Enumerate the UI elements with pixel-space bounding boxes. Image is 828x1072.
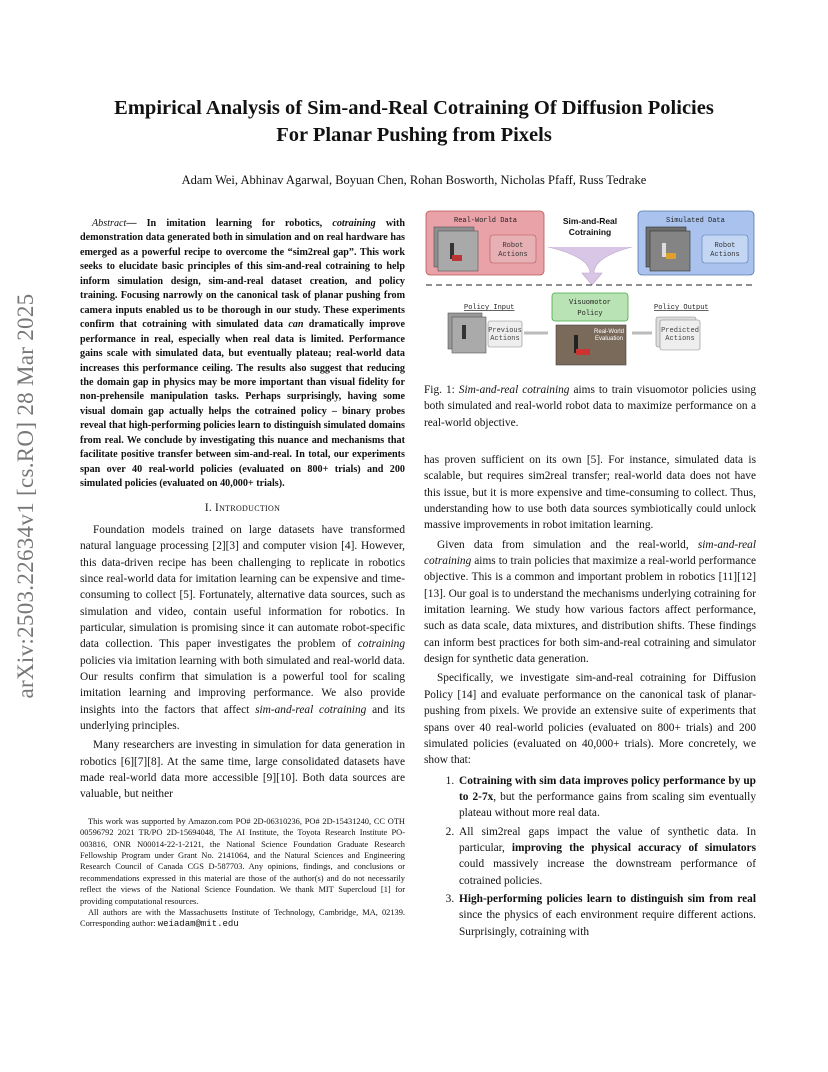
right-paragraph-2 bbox=[424, 537, 756, 668]
figure-1-caption bbox=[424, 382, 756, 431]
right-p2-b: aims to train policies that maximize a real-world performance objective. This is a common and important problem in robotics [11][12][13]. Our goal is to understand the mechanisms underlying cotraining for imitation learning. We study how various factors affect performance, such as data scale, data mixtures, and distribution shifts. These findings can inform best practices for both sim-and-real cotraining and simulator design for synthetic data generation. bbox=[424, 555, 756, 666]
intro-paragraph-1 bbox=[80, 522, 405, 734]
caption-text: aims to train visuomotor policies using both simulated and real-world robot data to maximize performance on a real-world objective. bbox=[424, 384, 756, 429]
input-robot-pusher bbox=[462, 325, 466, 339]
real-actions-label: Actions bbox=[498, 251, 528, 259]
footnote-rule bbox=[80, 803, 405, 816]
section-heading-introduction bbox=[80, 500, 405, 516]
predicted-label: Predicted bbox=[661, 327, 699, 335]
abstract-label: Abstract bbox=[92, 218, 127, 229]
evaluation-label: Evaluation bbox=[594, 336, 624, 342]
previous-label: Previous bbox=[488, 327, 522, 335]
contributions-list bbox=[424, 773, 756, 940]
intro-p1-b: policies via imitation learning with both simulated and real-world data. Our results confirm that simulation is a powerful tool for scaling imitation learning and improving performance. We also provide insights into the factors that affect bbox=[80, 654, 405, 716]
real-world-data-label: Real-World Data bbox=[454, 217, 518, 225]
abstract-text-1: In imitation learning for robotics, bbox=[146, 218, 333, 229]
right-p2-italic: sim-and-real cotraining bbox=[424, 538, 756, 568]
contribution-2 bbox=[457, 824, 756, 889]
caption-italic: Sim-and-real cotraining bbox=[458, 384, 570, 396]
right-column bbox=[424, 452, 756, 942]
intro-p1-italic: cotraining bbox=[357, 638, 405, 651]
caption-label: Fig. 1: bbox=[424, 384, 459, 396]
figure-1 bbox=[424, 207, 756, 367]
figure-1-diagram bbox=[424, 207, 756, 367]
intro-p1-c: and its underlying principles. bbox=[80, 703, 405, 733]
abstract-text-3: dramatically improve performance in real, especially when real data is limited. Performance gains scale with simulated data, but eventually plateau; real-world data increases this performance ceiling. The results also suggest that reducing the domain gap in physics may be more important than visual fidelity for non-prehensile manipulation tasks. Perhaps surprisingly, having some visual domain gap actually helps the cotrained policy – binary probes reveal that high-performing policies learn to distinguish simulated domains from real. We conclude by investigating this nuance and mechanisms that facilitate positive transfer between sim-and-real. In total, our experiments span over 40 real-world policies (evaluated on 800+ trials) and 200 simulated policies (evaluated on 40,000+ trials). bbox=[80, 319, 405, 490]
paper-title bbox=[60, 95, 768, 149]
contribution-1 bbox=[457, 773, 756, 822]
footnotes bbox=[80, 816, 405, 931]
sim-tee-object bbox=[666, 253, 676, 259]
contribution-1-bold: Cotraining with sim data improves policy performance by up to 2-7x bbox=[459, 774, 756, 803]
arxiv-stamp bbox=[6, 286, 46, 706]
policy-input-label: Policy Input bbox=[464, 304, 515, 312]
simulated-data-label: Simulated Data bbox=[666, 217, 725, 225]
sim-robot-label: Robot bbox=[714, 242, 736, 250]
contribution-3 bbox=[457, 891, 756, 940]
right-paragraph-1: has proven sufficient on its own [5]. For instance, simulated data is scalable, but requires sim2real transfer; real-world data does not have this issue, but it is more expensive and time-consuming to collect. Thus, understanding how to use both data sources symbiotically could unlock massive improvements in robot imitation learning. bbox=[424, 454, 756, 532]
abstract bbox=[80, 217, 405, 492]
sim-actions-label: Actions bbox=[710, 251, 740, 259]
contribution-3-bold: High-performing policies learn to distinguish sim from real bbox=[459, 892, 756, 905]
previous-actions-label: Actions bbox=[490, 335, 520, 343]
left-column bbox=[80, 217, 405, 931]
cotraining-label: Cotraining bbox=[568, 227, 612, 237]
input-image-front bbox=[452, 317, 486, 353]
contribution-3-text: since the physics of each environment require different actions. Surprisingly, cotraining with bbox=[459, 909, 756, 938]
policy-output-label: Policy Output bbox=[654, 304, 709, 312]
merge-arrow bbox=[548, 247, 632, 285]
abstract-italic-1: cotraining bbox=[332, 218, 376, 229]
contribution-2-bold: improving the physical accuracy of simulators bbox=[511, 841, 756, 854]
real-robot-label: Robot bbox=[502, 242, 524, 250]
section-heading-text: I. Introduction bbox=[204, 501, 281, 514]
real-tee-object bbox=[452, 255, 462, 261]
real-image-stack-front bbox=[438, 231, 478, 271]
policy-label: Policy bbox=[577, 310, 603, 318]
intro-p1-a: Foundation models trained on large datasets have transformed natural language processing [2][3] and computer vision [4]. However, this data-driven recipe has been challenging to replicate in robotics since real-world data for imitation learning can be expensive and time-consuming to collect [5]. Fortunately, alternative data sources, such as simulation and video, contain useful information for robotics. In particular, simulation is promising since it can automate robot-specific data collection. This paper investigates the problem of bbox=[80, 523, 405, 651]
sim-and-real-label: Sim-and-Real bbox=[562, 216, 618, 226]
arxiv-id: arXiv:2503.22634v1 [cs.RO] 28 Mar 2025 bbox=[13, 293, 38, 699]
right-paragraph-3: Specifically, we investigate sim-and-real cotraining for Diffusion Policy [14] and evaluate performance on the canonical task of planar-pushing from pixels. We provide an extensive suite of experiments that spans over 40 real-world policies (evaluated on 800+ trials) and 200 simulated policies (evaluated on 40,000+ trials). More concretely, we show that: bbox=[424, 672, 756, 767]
contribution-1-text: , but the performance gains from scaling sim eventually plateau without more real data. bbox=[459, 790, 756, 820]
abstract-dash: — bbox=[126, 218, 147, 229]
visuomotor-label: Visuomotor bbox=[568, 299, 612, 307]
footnote-funding: This work was supported by Amazon.com PO# 2D-06310236, PO# 2D-15431240, CC OTH 00596792 2021 TR/PO 2D-15694048, The AI Institute, the Toyota Research Institute PO-003816, ONR N00014-22-1-2121, the National Science Foundation Graduate Research Fellowship Program under Grant No. 2141064, and the Natural Sciences and Engineering Research Council of Canada CGS D-587703. Any opinions, findings, and conclusions or recommendations expressed in this material are those of the author(s) and do not necessarily reflect the views of the National Science Foundation. We thank MIT Supercloud [1] for providing computational resources. bbox=[80, 816, 405, 906]
abstract-text-2: with demonstration data generated both in simulation and on real hardware has emerged as a powerful recipe to overcome the “sim2real gap”. This work seeks to elucidate basic principles of this sim-and-real cotraining to help inform simulation design, sim-and-real dataset creation, and policy training. Focusing narrowly on the canonical task of planar pushing from camera inputs enabled us to be thorough in our study. These experiments confirm that cotraining with simulated data bbox=[80, 218, 405, 331]
right-p2-a: Given data from simulation and the real-world, bbox=[437, 538, 698, 551]
contribution-2-text-c: could massively increase the downstream performance of cotrained policies. bbox=[459, 858, 756, 887]
sim-robot-pusher bbox=[662, 243, 666, 257]
corresponding-email[interactable]: weiadam@mit.edu bbox=[157, 919, 239, 930]
eval-tee-object bbox=[576, 349, 590, 355]
predicted-actions-label: Actions bbox=[665, 335, 695, 343]
sim-image-stack-front bbox=[650, 231, 690, 271]
title-line-1: Empirical Analysis of Sim-and-Real Cotraining Of Diffusion Policies bbox=[114, 97, 714, 119]
contribution-2-text-a: All sim2real gaps impact the value of synthetic data. In particular, bbox=[459, 825, 756, 854]
abstract-italic-2: can bbox=[288, 319, 304, 331]
real-world-eval-label: Real-World bbox=[594, 329, 624, 335]
footnote-affiliation-text: All authors are with the Massachusetts Institute of Technology, Cambridge, MA, 02139. Corresponding author: bbox=[80, 908, 405, 929]
intro-paragraph-2: Many researchers are investing in simulation for data generation in robotics [6][7][8]. At the same time, large consolidated datasets have made real-world data more accessible [9][10]. Both data sources are valuable, but neither bbox=[80, 739, 405, 801]
author-list: Adam Wei, Abhinav Agarwal, Boyuan Chen, Rohan Bosworth, Nicholas Pfaff, Russ Tedrake bbox=[181, 173, 647, 187]
intro-p1-italic-2: sim-and-real cotraining bbox=[255, 703, 367, 716]
title-line-2: For Planar Pushing from Pixels bbox=[276, 124, 552, 146]
footnote-affiliation bbox=[80, 907, 405, 931]
